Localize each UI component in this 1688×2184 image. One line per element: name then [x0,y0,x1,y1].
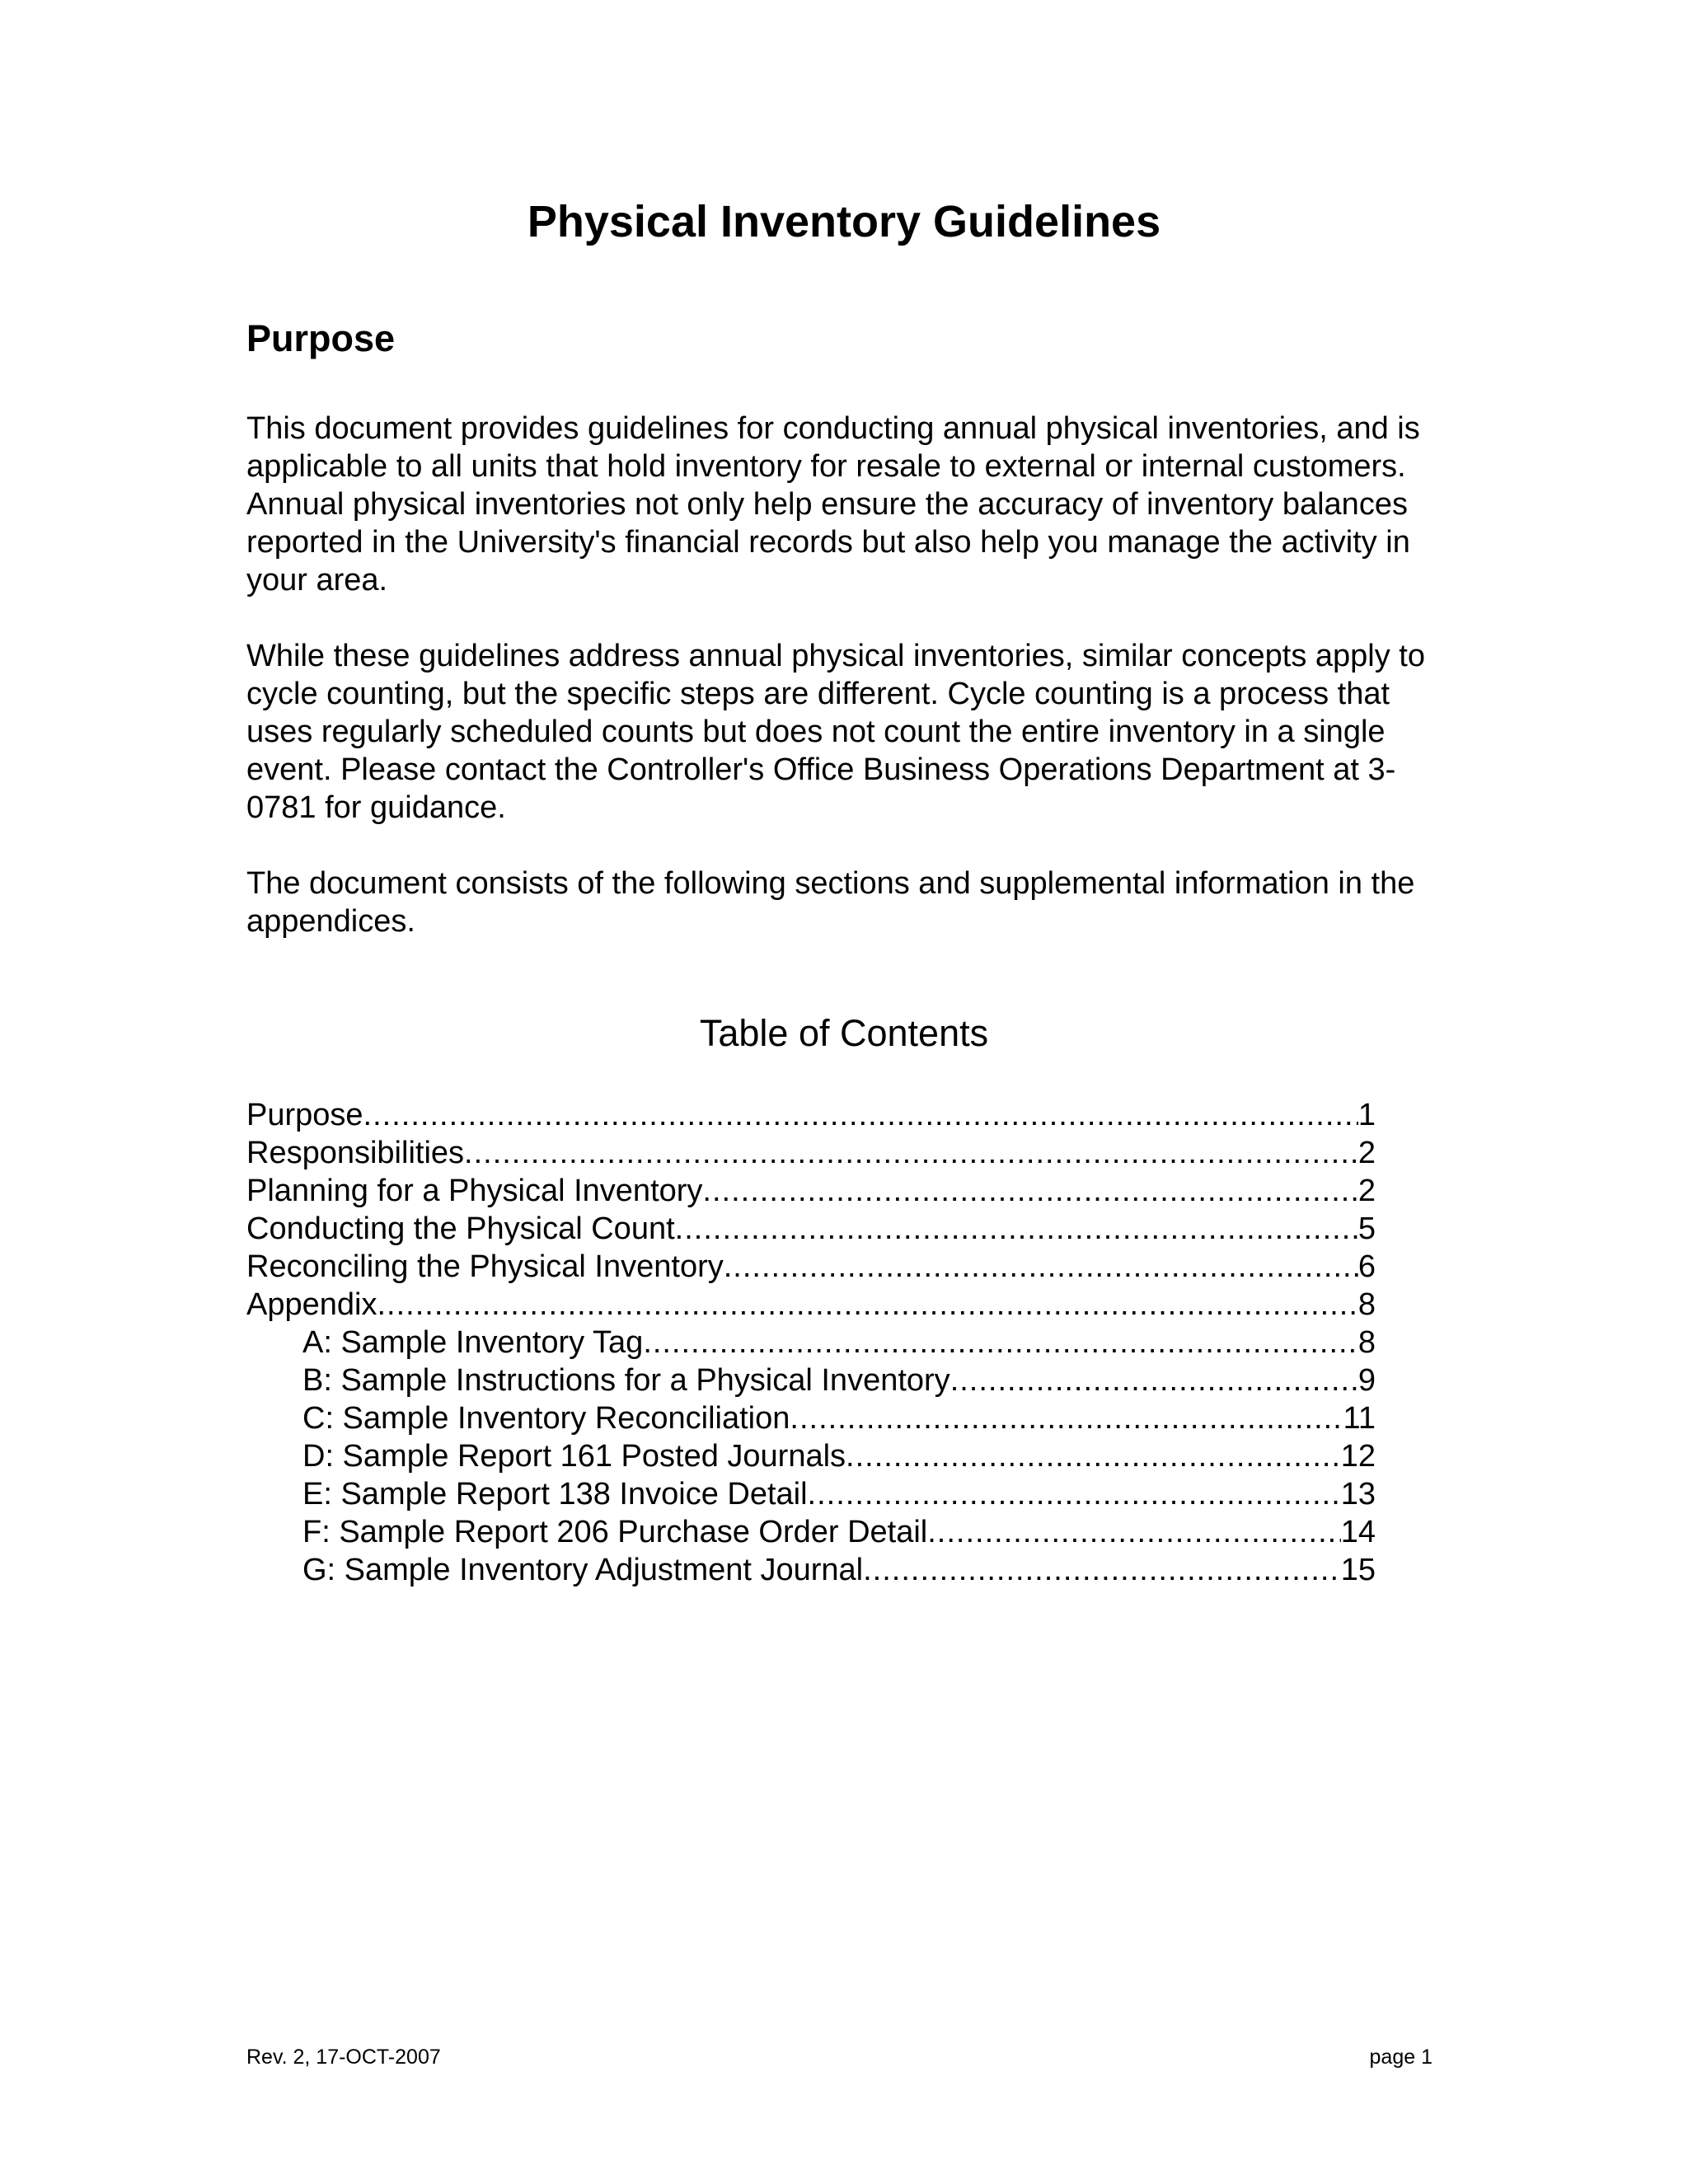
purpose-paragraph-1: This document provides guidelines for conducting annual physical inventories, and is applicable to all units that hold inventory for resale to external or internal customers. Annual physical inventories not only help ensure the accuracy of inventory balances reported in the University's financial records but also help you manage the activity in your area. [246,411,1420,598]
toc-entry-appendix-d[interactable] [302,1437,1376,1475]
toc-dot-leader [808,1475,1341,1513]
table-of-contents [246,1096,1400,1589]
toc-entry-label: E: Sample Report 138 Invoice Detail [302,1477,808,1511]
toc-entry-page: 11 [1343,1401,1376,1436]
toc-dot-leader [927,1513,1340,1551]
toc-entry-purpose[interactable] [246,1096,1376,1134]
toc-entry-page: 6 [1357,1249,1376,1284]
toc-entry-appendix-a[interactable] [302,1324,1376,1361]
toc-dot-leader [363,1096,1358,1134]
toc-entry-label: B: Sample Instructions for a Physical Inventory [302,1363,950,1398]
toc-entry-page: 14 [1340,1515,1376,1549]
toc-entry-page: 13 [1340,1477,1376,1511]
toc-title: Table of Contents [699,1012,989,1054]
toc-entry-appendix-f[interactable] [302,1513,1376,1551]
toc-entry-page: 5 [1357,1212,1376,1246]
toc-dot-leader [846,1437,1341,1475]
toc-entry-label: C: Sample Inventory Reconciliation [302,1401,790,1436]
toc-dot-leader [724,1248,1358,1286]
toc-dot-leader [863,1551,1341,1589]
toc-entry-conducting[interactable] [246,1210,1376,1248]
toc-entry-label: D: Sample Report 161 Posted Journals [302,1439,846,1474]
footer-revision: Rev. 2, 17-OCT-2007 [246,2046,441,2069]
toc-dot-leader [675,1210,1358,1248]
toc-dot-leader [950,1361,1358,1399]
toc-entry-appendix[interactable] [246,1286,1376,1324]
toc-entry-page: 2 [1357,1174,1376,1208]
toc-dot-leader [790,1399,1343,1437]
toc-dot-leader [464,1134,1358,1172]
toc-entry-label: Reconciling the Physical Inventory [246,1249,724,1284]
toc-entry-reconciling[interactable] [246,1248,1376,1286]
toc-entry-appendix-e[interactable] [302,1475,1376,1513]
toc-entry-appendix-g[interactable] [302,1551,1376,1589]
toc-entry-responsibilities[interactable] [246,1134,1376,1172]
toc-entry-label: A: Sample Inventory Tag [302,1325,644,1360]
toc-dot-leader [377,1286,1357,1324]
toc-entry-page: 8 [1357,1325,1376,1360]
toc-dot-leader [702,1172,1357,1210]
toc-entry-label: F: Sample Report 206 Purchase Order Detail [302,1515,928,1549]
purpose-paragraph-3: The document consists of the following sections and supplemental information in the appendices. [246,866,1415,939]
toc-entry-page: 9 [1357,1363,1376,1398]
toc-entry-label: Responsibilities [246,1136,465,1170]
purpose-paragraph-2: While these guidelines address annual physical inventories, similar concepts apply to cycle counting, but the specific steps are different. Cycle counting is a process that uses regularly scheduled counts but does not count the entire inventory in a single event. Please contact the Controller's Office Business Operations Department at 3-0781 for guidance. [246,639,1425,825]
toc-entry-planning[interactable] [246,1172,1376,1210]
toc-entry-appendix-b[interactable] [302,1361,1376,1399]
toc-dot-leader [643,1324,1358,1361]
toc-entry-page: 1 [1357,1098,1376,1132]
document-title: Physical Inventory Guidelines [527,197,1161,246]
toc-entry-label: Appendix [246,1287,377,1322]
toc-entry-page: 2 [1357,1136,1376,1170]
footer-page-number: page 1 [1369,2046,1432,2069]
toc-entry-label: Planning for a Physical Inventory [246,1174,703,1208]
toc-entry-page: 15 [1340,1553,1376,1587]
toc-entry-page: 12 [1340,1439,1376,1474]
toc-entry-label: Conducting the Physical Count [246,1212,675,1246]
toc-entry-label: G: Sample Inventory Adjustment Journal [302,1553,864,1587]
section-heading-purpose: Purpose [246,317,396,359]
toc-entry-label: Purpose [246,1098,363,1132]
toc-entry-page: 8 [1357,1287,1376,1322]
toc-entry-appendix-c[interactable] [302,1399,1376,1437]
